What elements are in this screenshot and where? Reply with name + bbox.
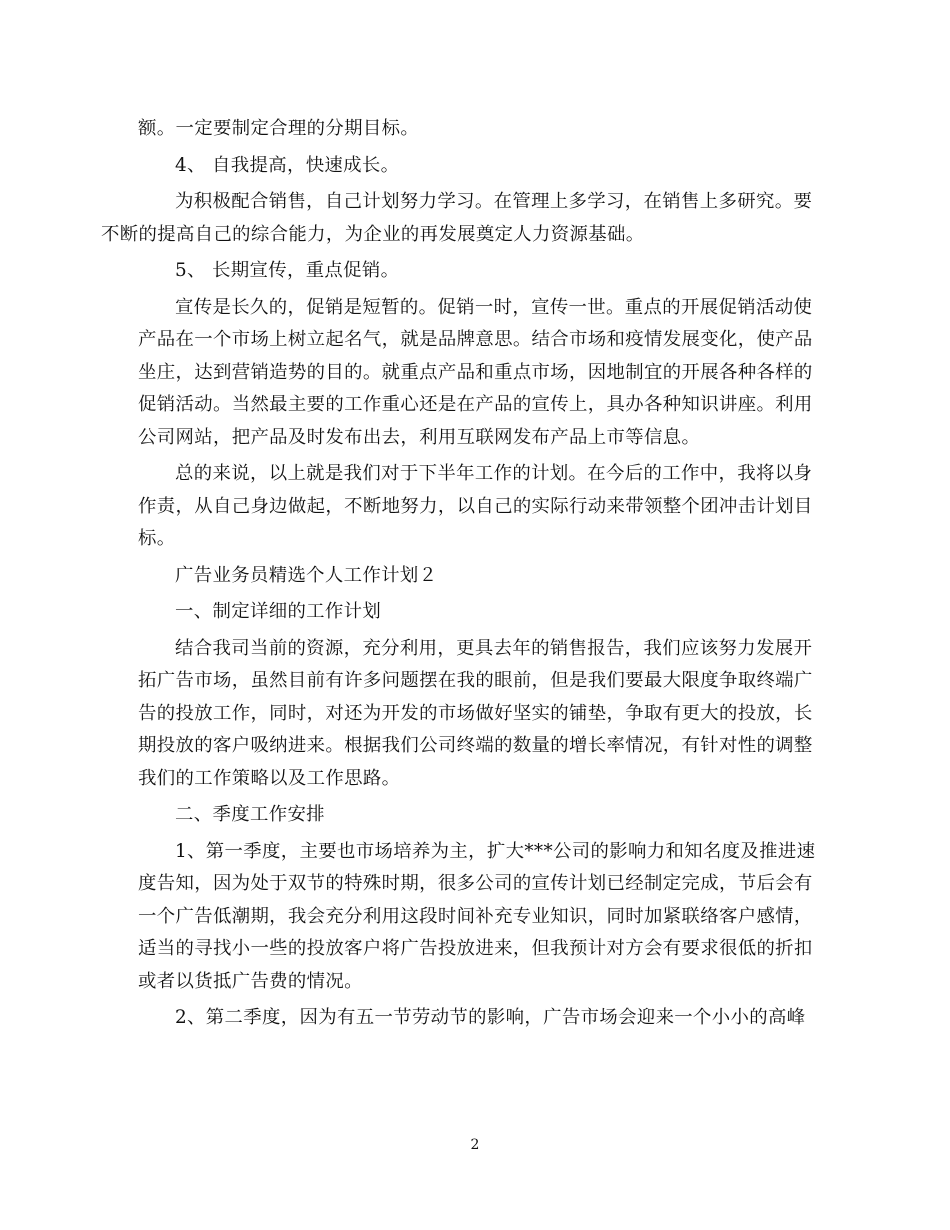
text-line: 产品在一个市场上树立起名气，就是品牌意思。结合市场和疫情发展变化，使产品: [138, 329, 813, 350]
text-line: 结合我司当前的资源，充分利用，更具去年的销售报告，我们应该努力发展开: [175, 637, 813, 659]
paragraph-9: [138, 1002, 814, 1035]
paragraph-5: [138, 292, 814, 455]
text-line: 公司网站，把产品及时发布出去，利用互联网发布产品上市等信息。: [138, 426, 701, 448]
paragraph-4: [138, 255, 814, 288]
paragraph-7: [138, 633, 814, 796]
text-line: 5、 长期宣传，重点促销。: [175, 260, 400, 281]
text-line: 二、季度工作安排: [175, 804, 325, 825]
text-line: 2、第二季度，因为有五一节劳动节的影响，广告市场会迎来一个小小的高峰: [175, 1007, 806, 1028]
text-line: 为积极配合销售，自己计划努力学习。在管理上多学习，在销售上多研究。要: [175, 191, 813, 212]
text-line: 期投放的客户吸纳进来。根据我们公司终端的数量的增长率情况，有针对性的调整: [138, 735, 813, 756]
text-line: 适当的寻找小一些的投放客户将广告投放进来，但我预计对方会有要求很低的折扣: [138, 938, 813, 959]
text-line: 广告业务员精选个人工作计划２: [175, 564, 438, 586]
section-heading: [138, 560, 814, 593]
text-line: 告的投放工作，同时，对还为开发的市场做好坚实的铺垫，争取有更大的投放，长: [138, 702, 813, 724]
text-line: 额。一定要制定合理的分期目标。: [138, 118, 420, 139]
paragraph-8: [138, 836, 814, 999]
paragraph-1: [138, 113, 814, 146]
page-number: 2: [470, 1137, 480, 1153]
text-line: 宣传是长久的，促销是短暂的。促销一时，宣传一世。重点的开展促销活动使: [175, 296, 813, 318]
subsection-heading-2: [138, 799, 814, 832]
document-body: [101, 113, 816, 1035]
text-line: 不断的提高自己的综合能力，为企业的再发展奠定人力资源基础。: [101, 223, 645, 245]
paragraph-6: [138, 458, 814, 556]
text-line: 总的来说，以上就是我们对于下半年工作的计划。在今后的工作中，我将以身: [175, 463, 813, 484]
text-line: 4、 自我提高，快速成长。: [175, 154, 400, 176]
text-line: 标。: [138, 528, 176, 549]
text-line: 促销活动。当然最主要的工作重心还是在产品的宣传上，具办各种知识讲座。利用: [138, 394, 813, 415]
text-line: 坐庄，达到营销造势的目的。就重点产品和重点市场，因地制宜的开展各种各样的: [138, 361, 813, 383]
text-line: 一个广告低潮期，我会充分利用这段时间补充专业知识，同时加紧联络客户感情，: [138, 905, 813, 927]
subsection-heading-1: [138, 596, 814, 629]
paragraph-3: [101, 186, 814, 251]
text-line: 度告知，因为处于双节的特殊时期，很多公司的宣传计划已经制定完成，节后会有: [138, 873, 813, 894]
text-line: 拓广告市场，虽然目前有许多问题摆在我的眼前，但是我们要最大限度争取终端广: [138, 670, 813, 691]
text-line: 或者以货抵广告费的情况。: [138, 970, 363, 992]
text-line: 一、制定详细的工作计划: [175, 601, 382, 622]
text-line: 1、第一季度，主要也市场培养为主，扩大***公司的影响力和知名度及推进速: [175, 840, 816, 862]
text-line: 作责，从自己身边做起，不断地努力，以自己的实际行动来带领整个团冲击计划目: [138, 495, 813, 517]
text-line: 我们的工作策略以及工作思路。: [138, 767, 401, 789]
paragraph-2: [138, 150, 814, 183]
